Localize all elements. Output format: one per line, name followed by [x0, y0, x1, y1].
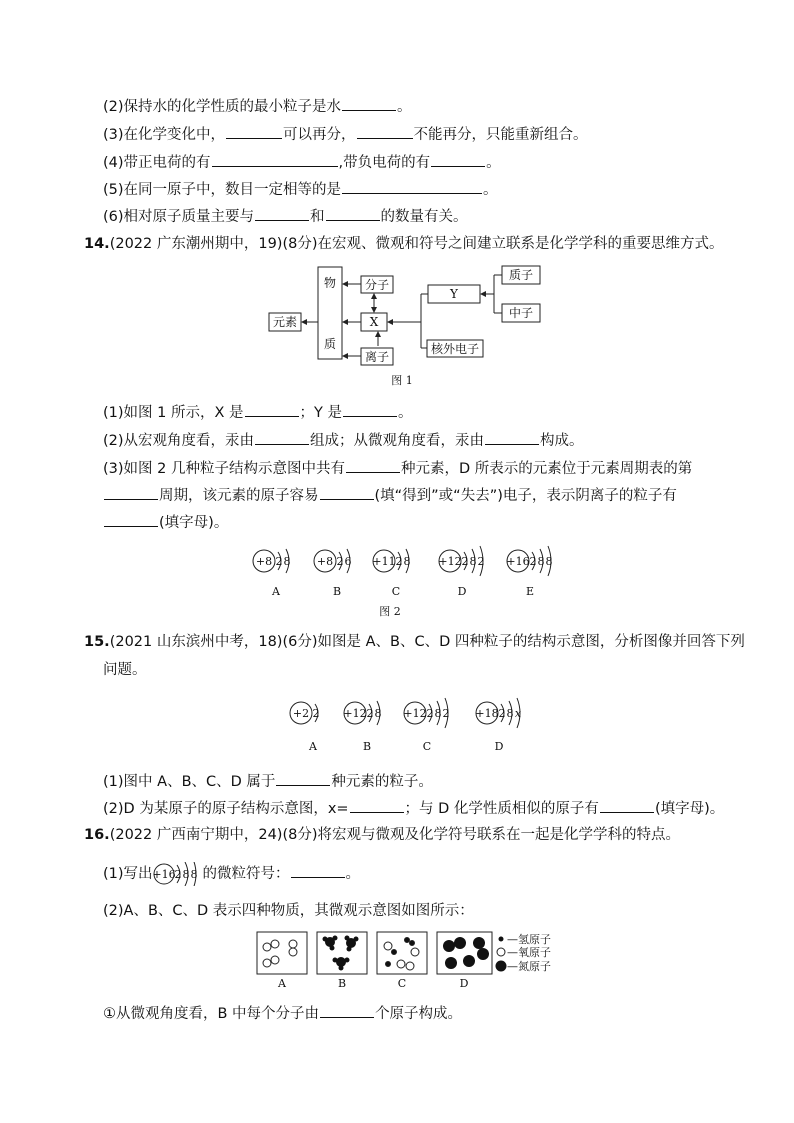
q16-item-2-1: ①从微观角度看，B 中每个分子由 个原子构成。 — [103, 1003, 462, 1024]
shell-electron-count: 2 — [395, 555, 403, 568]
shell-electron-count: 8 — [434, 707, 442, 720]
answer-blank[interactable] — [320, 1003, 374, 1018]
q13-item-4: (4)带正电荷的有 ,带负电荷的有 。 — [103, 152, 501, 173]
q14-header: 14.(2022 广东潮州期中，19)(8分)在宏观、微观和符号之间建立联系是化学学科的重要思维方式。 — [84, 236, 724, 252]
q15-item-1: (1)图中 A、B、C、D 属于 种元素的粒子。 — [103, 771, 433, 792]
nucleus-charge: +11 — [372, 555, 396, 568]
shell-electron-count: 8 — [374, 707, 382, 720]
nucleus-charge: +8 — [255, 555, 273, 568]
atom-label: B — [332, 585, 342, 598]
atom-label: D — [494, 740, 504, 753]
atom-diagram — [438, 546, 484, 598]
atom-diagram — [403, 698, 449, 753]
atom-label: A — [309, 740, 317, 753]
figure-1-diagram — [262, 262, 552, 392]
svg-text:B: B — [337, 977, 347, 990]
q15-header-cont: 问题。 — [103, 662, 147, 678]
svg-text:—氧原子: —氧原子 — [507, 946, 551, 959]
answer-blank[interactable] — [431, 152, 485, 167]
atom-label: C — [422, 740, 432, 753]
answer-blank[interactable] — [342, 96, 396, 111]
svg-text:C: C — [397, 977, 407, 990]
shell-electron-count: 2 — [312, 707, 320, 720]
atom-diagram — [153, 862, 198, 886]
shell-electron-count: 8 — [545, 555, 553, 568]
svg-text:物: 物 — [323, 276, 337, 290]
svg-text:离子: 离子 — [364, 350, 390, 364]
answer-blank[interactable] — [357, 124, 413, 139]
svg-text:分子: 分子 — [364, 278, 390, 292]
answer-blank[interactable] — [255, 430, 309, 445]
shell-electron-count: x — [514, 707, 522, 720]
box-a — [257, 932, 307, 974]
answer-blank[interactable] — [104, 512, 158, 527]
svg-text:中子: 中子 — [508, 306, 534, 320]
shell-electron-count: 2 — [461, 555, 469, 568]
atom-label: B — [362, 740, 372, 753]
shell-electron-count: 2 — [477, 555, 485, 568]
q16-header: 16.(2022 广西南宁期中，24)(8分)将宏观与微观及化学符号联系在一起是化学学科的特点。 — [84, 827, 680, 843]
answer-blank[interactable] — [104, 485, 158, 500]
atom-diagram — [314, 549, 352, 598]
shell-electron-count: 2 — [442, 707, 450, 720]
q13-item-5: (5)在同一原子中，数目一定相等的是 。 — [103, 179, 498, 200]
svg-text:A: A — [278, 977, 286, 990]
atom-diagram — [343, 701, 381, 753]
svg-text:图 1: 图 1 — [391, 374, 413, 387]
answer-blank[interactable] — [212, 152, 338, 167]
svg-text:Y: Y — [450, 287, 458, 301]
q14-item-3: (3)如图 2 几种粒子结构示意图中共有 种元素，D 所表示的元素位于元素周期表的第 — [103, 458, 692, 479]
q14-item-3-cont: 周期，该元素的原子容易 (填“得到”或“失去”)电子，表示阴离子的粒子有 — [103, 485, 677, 506]
shell-electron-count: 2 — [426, 707, 434, 720]
figure-2-atom-diagrams — [250, 543, 570, 623]
q15-item-2: (2)D 为某原子的原子结构示意图，x= ；与 D 化学性质相似的原子有 (填字母)。 — [103, 798, 724, 819]
nucleus-charge: +12 — [403, 707, 427, 720]
shell-electron-count: 8 — [283, 555, 291, 568]
q14-item-2: (2)从宏观角度看，汞由 组成；从微观角度看，汞由 构成。 — [103, 430, 584, 451]
atom-label: C — [391, 585, 401, 598]
svg-text:—氢原子: —氢原子 — [507, 933, 551, 946]
svg-text:质: 质 — [323, 337, 337, 351]
atom-label: E — [525, 585, 535, 598]
answer-blank[interactable] — [342, 179, 482, 194]
nucleus-charge: +16 — [152, 868, 176, 881]
answer-blank[interactable] — [343, 402, 397, 417]
q14-item-3-end: (填字母)。 — [103, 512, 228, 533]
figure-2-caption: 图 2 — [379, 605, 401, 618]
nucleus-charge: +18 — [475, 707, 499, 720]
nucleus-charge: +2 — [292, 707, 310, 720]
q14-item-1: (1)如图 1 所示，X 是 ；Y 是 。 — [103, 402, 413, 423]
atom-diagram — [372, 549, 410, 598]
svg-text:核外电子: 核外电子 — [430, 342, 480, 356]
nucleus-charge: +12 — [438, 555, 462, 568]
shell-electron-count: 8 — [190, 868, 198, 881]
q13-item-6: (6)相对原子质量主要与 和 的数量有关。 — [103, 206, 468, 227]
answer-blank[interactable] — [326, 206, 380, 221]
nucleus-charge: +12 — [343, 707, 367, 720]
q13-item-3: (3)在化学变化中， 可以再分， 不能再分，只能重新组合。 — [103, 124, 588, 145]
shell-electron-count: 2 — [498, 707, 506, 720]
q16-item-2: (2)A、B、C、D 表示四种物质，其微观示意图如图所示： — [103, 903, 474, 919]
answer-blank[interactable] — [350, 798, 404, 813]
answer-blank[interactable] — [245, 402, 299, 417]
shell-electron-count: 8 — [403, 555, 411, 568]
atom-label: D — [457, 585, 467, 598]
svg-text:D: D — [459, 977, 469, 990]
atom-diagram — [475, 698, 522, 753]
answer-blank[interactable] — [255, 206, 309, 221]
nucleus-charge: +8 — [316, 555, 334, 568]
inline-atom-diagram — [153, 862, 203, 886]
shell-electron-count: 2 — [275, 555, 283, 568]
answer-blank[interactable] — [291, 863, 345, 878]
svg-text:质子: 质子 — [508, 268, 534, 282]
svg-text:元素: 元素 — [272, 315, 298, 329]
q13-item-2: (2)保持水的化学性质的最小粒子是水 。 — [103, 96, 412, 117]
nucleus-charge: +16 — [506, 555, 530, 568]
shell-electron-count: 2 — [174, 868, 182, 881]
atom-diagram — [506, 546, 552, 598]
answer-blank[interactable] — [600, 798, 654, 813]
shell-electron-count: 8 — [506, 707, 514, 720]
svg-text:X: X — [369, 315, 379, 329]
shell-electron-count: 8 — [182, 868, 190, 881]
answer-blank[interactable] — [485, 430, 539, 445]
q15-header: 15.(2021 山东滨州中考，18)(6分)如图是 A、B、C、D 四种粒子的结构示意图，分析图像并回答下列 — [84, 634, 745, 650]
shell-electron-count: 8 — [537, 555, 545, 568]
answer-blank[interactable] — [320, 485, 374, 500]
q15-atom-diagrams — [283, 692, 543, 762]
atom-diagram — [290, 702, 320, 753]
answer-blank[interactable] — [346, 458, 400, 473]
shell-electron-count: 2 — [336, 555, 344, 568]
svg-text:—氮原子: —氮原子 — [507, 960, 551, 973]
shell-electron-count: 8 — [469, 555, 477, 568]
q16-item-1: (1)写出 +16 2 8 8 的微粒符号： 。 — [103, 862, 360, 886]
shell-electron-count: 2 — [529, 555, 537, 568]
answer-blank[interactable] — [226, 124, 282, 139]
q16-molecule-diagram — [255, 930, 585, 992]
shell-electron-count: 2 — [366, 707, 374, 720]
atom-label: A — [272, 585, 280, 598]
shell-electron-count: 6 — [344, 555, 352, 568]
answer-blank[interactable] — [276, 771, 330, 786]
atom-diagram — [253, 549, 291, 598]
